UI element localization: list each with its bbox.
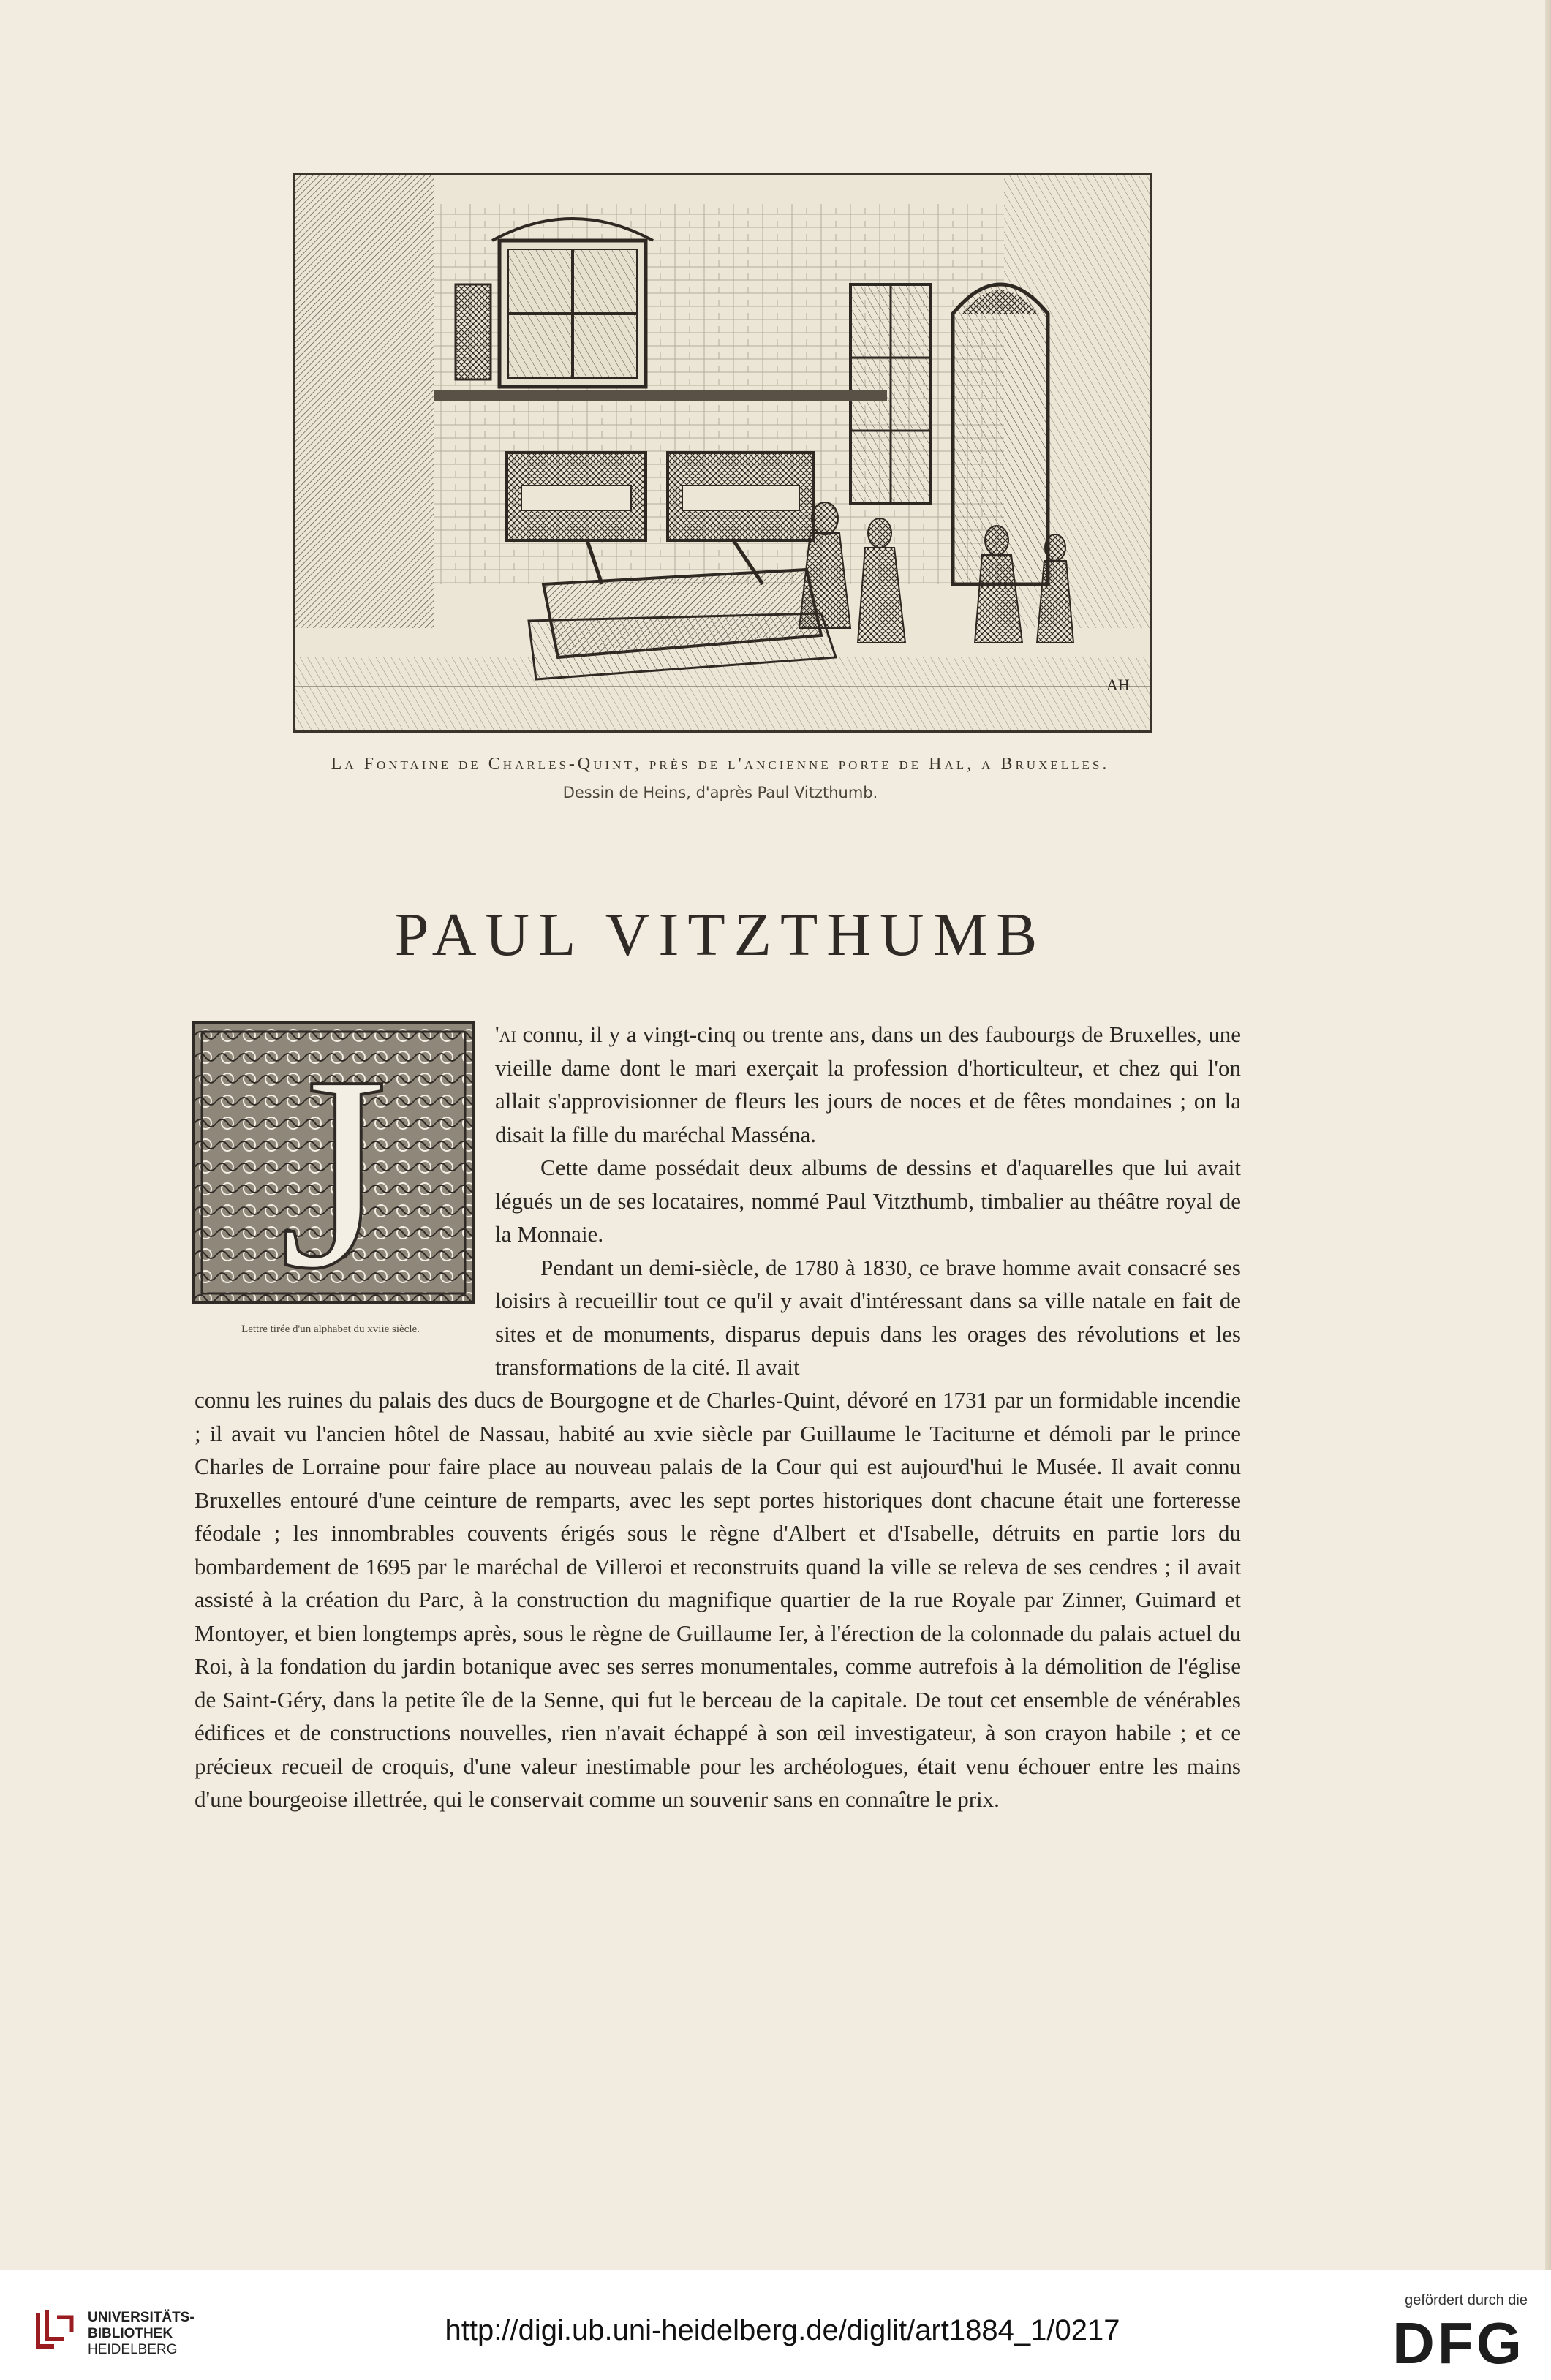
intro-column [495,1018,1241,1384]
ornamental-letter-j-icon [195,1024,472,1301]
paragraph-2: Cette dame possédait deux albums de dessins et d'aquarelles que lui avait légués un de ses locataires, nommé Paul Vitzthumb, timbalier au théâtre royal de la Monnaie. [495,1155,1241,1247]
university-library-logo-icon[interactable] [32,2307,78,2352]
dropcap-letter: J [279,1024,388,1301]
paragraph-1-text: connu, il y a vingt-cinq ou trente ans, dans un des faubourgs de Bruxelles, une vieille dame dont le mari exerçait la profession d'horticulteur, et chez qui l'on allait s'approvisionner de fleurs les jours de noces et de fêtes mondaines ; on la disait la fille du maréchal Masséna. [495,1021,1241,1147]
main-column [195,1383,1241,1816]
dropcap-ornament [192,1021,475,1304]
paragraph-3: Pendant un demi-siècle, de 1780 à 1830, ce brave homme avait consacré ses loisirs à recueillir tout ce qu'il y avait d'intéressant dans sa ville natale en fait de sites et de monuments, disparus depuis dans les orages des révolutions et les transformations de la cité. Il avait [495,1254,1241,1380]
paragraph-1-lead: 'ai [495,1021,516,1047]
fountain-engraving [293,173,1152,733]
library-name-line-1: UNIVERSITÄTS- [88,2310,195,2325]
article-title: PAUL VITZTHUMB [394,901,1046,969]
library-name[interactable] [88,2310,195,2358]
library-name-line-3: HEIDELBERG [88,2342,178,2357]
library-name-line-2: BIBLIOTHEK [88,2326,173,2341]
illustration-caption-credit: Dessin de Heins, d'après Paul Vitzthumb. [562,784,878,801]
funder-label: gefördert durch die [1405,2292,1528,2308]
dropcap-caption: Lettre tirée d'un alphabet du xviie siècle. [241,1323,420,1335]
page-edge [1545,0,1551,2270]
illustration-caption-title: La Fontaine de Charles-Quint, près de l'ancienne porte de Hal, a Bruxelles. [331,755,1110,774]
engraving-drawing [295,175,1150,730]
paragraph-3-continued: connu les ruines du palais des ducs de Bourgogne et de Charles-Quint, dévoré en 1731 par un formidable incendie ; il avait vu l'ancien hôtel de Nassau, habité au xvie siècle par Guillaume le Taciturne et démoli par le prince Charles de Lorraine pour faire place au nouveau palais de la Cour qui est aujourd'hui le Musée. Il avait connu Bruxelles entouré d'une ceinture de remparts, avec les sept portes historiques dont chacune était une forteresse féodale ; les innombrables couvents érigés sous le règne d'Albert et d'Isabelle, détruits en partie lors du bombardement de 1695 par le maréchal de Villeroi et reconstruits quand la ville se releva de ses cendres ; il avait assisté à la création du Parc, à la construction du magnifique quartier de la rue Royale par Zinner, Guimard et Montoyer, et bien longtemps après, sous le règne de Guillaume Ier, à l'érection de la colonnade du palais actuel du Roi, à la fondation du jardin botanique avec ses serres monumentales, comme autrefois à la démolition de l'église de Saint-Géry, dans la petite île de la Senne, qui fut le berceau de la capitale. De tout cet ensemble de vénérables édifices et de constructions nouvelles, rien n'avait échappé à son œil investigateur, à son crayon habile ; et ce précieux recueil de croquis, d'une valeur inestimable pour les archéologues, était venu échouer entre les mains d'une bourgeoise illettrée, qui le conservait comme un souvenir sans en connaître le prix. [195,1387,1241,1812]
permalink-url[interactable]: http://digi.ub.uni-heidelberg.de/diglit/art1884_1/0217 [445,2314,1120,2346]
dfg-logo[interactable]: DFG [1392,2311,1525,2376]
engraving-signature: AH [1106,676,1130,694]
paragraph-1 [495,1018,1241,1151]
footer-bar [0,2270,1551,2380]
